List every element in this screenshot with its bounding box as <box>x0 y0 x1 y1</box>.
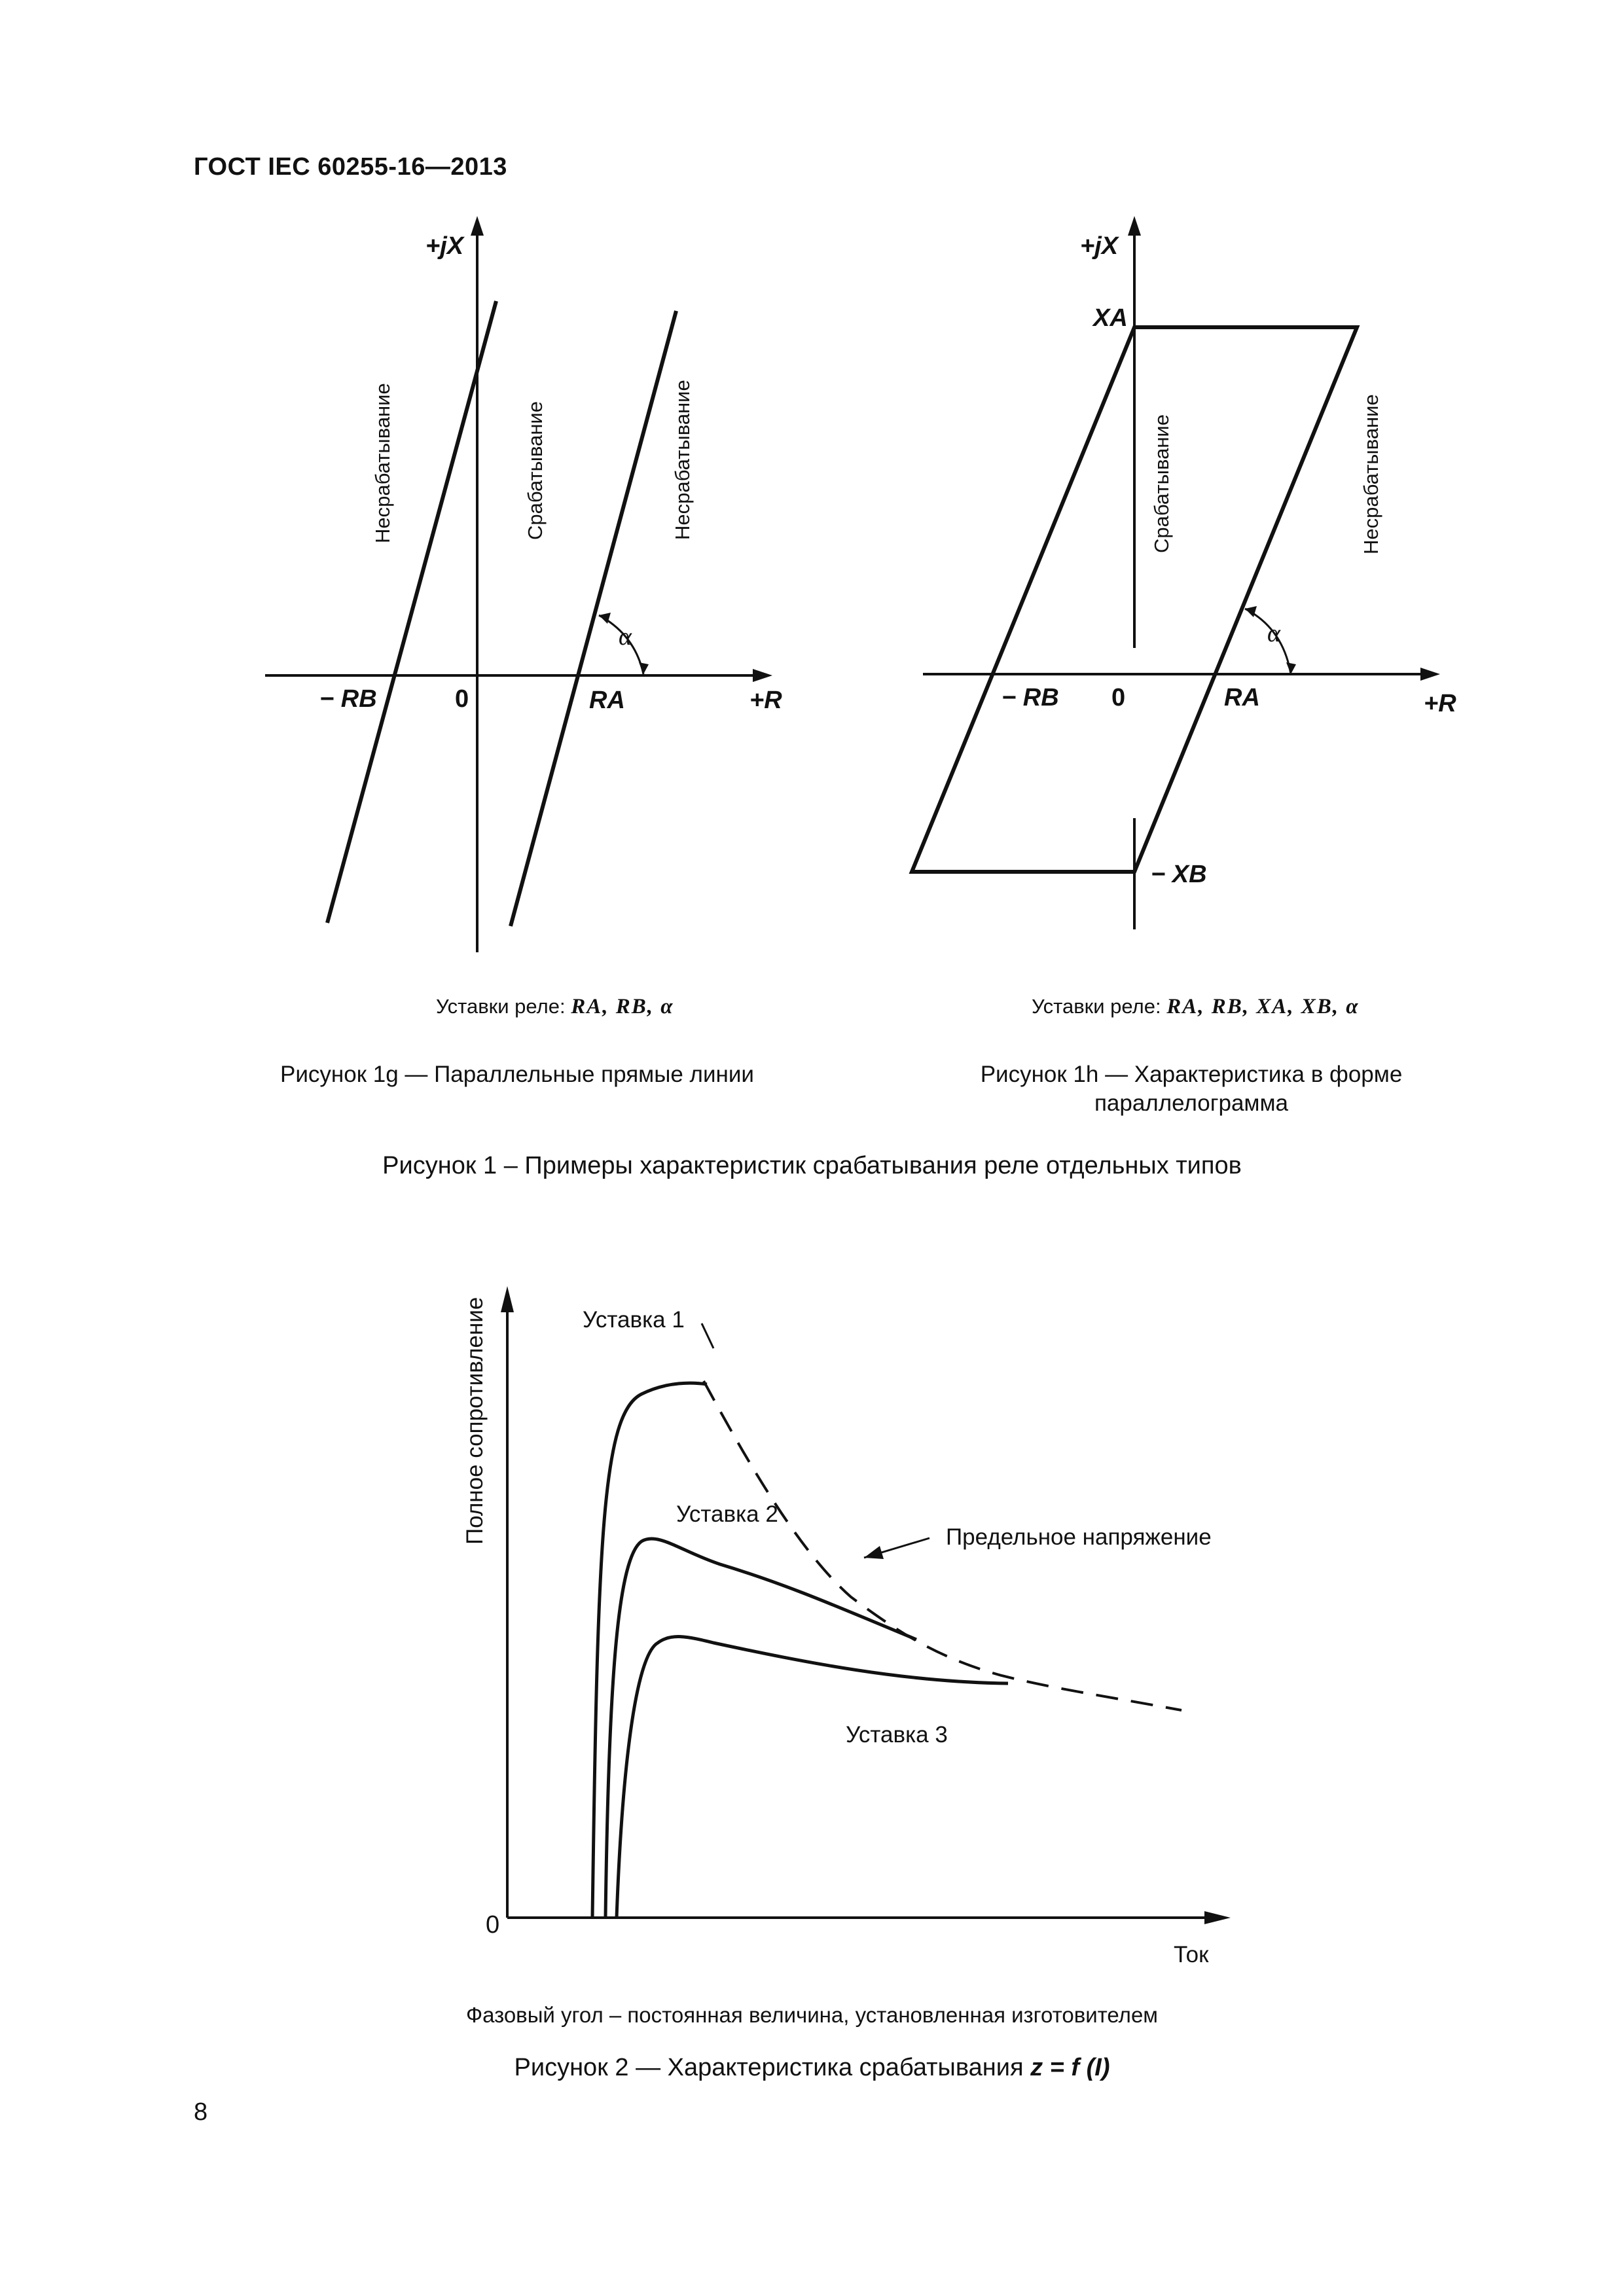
figure-2-caption <box>0 2054 1624 2082</box>
alpha-label: α <box>619 623 632 651</box>
zone-right-label: Несрабатывание <box>671 380 694 540</box>
line-left <box>327 301 496 923</box>
axis-y-label: +jX <box>425 232 464 260</box>
axis-x-label: +R <box>749 687 782 714</box>
fig1g-caption <box>249 1060 785 1089</box>
axis-y-label: +jX <box>1080 232 1119 260</box>
neg-rb-label: − RB <box>319 685 377 713</box>
neg-xb-label: − XB <box>1151 861 1207 888</box>
figure-2-diagram <box>445 1276 1270 1970</box>
fig1h-caption-line1: Рисунок 1h — Характеристика в форме <box>980 1062 1403 1087</box>
ra-label: RA <box>1224 684 1260 711</box>
figure-1h-diagram <box>903 216 1479 975</box>
figure-2-caption-prefix: Рисунок 2 — Характеристика срабатывания <box>514 2054 1031 2081</box>
alpha-label: α <box>1267 620 1280 647</box>
figure-1g-diagram <box>249 216 825 975</box>
fig1h-caption-line2: параллелограмма <box>1094 1090 1289 1116</box>
y-axis-arrow <box>501 1286 514 1312</box>
fig1g-settings-values: RA, RB, α <box>571 995 674 1018</box>
fig1g-caption-text: Рисунок 1g — Параллельные прямые линии <box>280 1062 754 1087</box>
figure-2-caption-formula: z = f (I) <box>1030 2054 1110 2081</box>
xlabel: Ток <box>1174 1942 1209 1967</box>
curve-3-label: Уставка 3 <box>846 1722 948 1748</box>
setting-1-leader <box>702 1323 713 1348</box>
ylabel: Полное сопротивление <box>462 1297 488 1545</box>
origin-label: 0 <box>455 685 469 713</box>
curve-2-label: Уставка 2 <box>676 1501 778 1527</box>
alpha-arrow-bottom <box>639 662 649 674</box>
xa-label: XA <box>1093 304 1128 332</box>
document-header: ГОСТ IEC 60255-16—2013 <box>194 153 507 181</box>
alpha-arrow-bottom <box>1286 662 1296 674</box>
x-axis-arrow <box>753 669 772 682</box>
curve-setting-3 <box>617 1637 1008 1918</box>
limit-leader-arrow <box>864 1546 884 1559</box>
zone-outside-label: Несрабатывание <box>1360 394 1382 554</box>
x-axis-arrow <box>1420 668 1440 681</box>
ra-label: RA <box>589 687 625 714</box>
origin-label: 0 <box>486 1911 500 1939</box>
fig1g-settings-label: Уставки реле: <box>436 995 566 1018</box>
figure-2-note: Фазовый угол – постоянная величина, установленная изготовителем <box>466 2003 1158 2027</box>
limit-label: Предельное напряжение <box>946 1524 1212 1550</box>
zone-left-label: Несрабатывание <box>371 383 394 543</box>
x-axis-arrow <box>1204 1911 1231 1924</box>
zone-inside-label: Срабатывание <box>1150 414 1173 553</box>
fig1h-settings-values: RA, RB, XA, XB, α <box>1166 995 1360 1018</box>
page-number: 8 <box>194 2098 208 2126</box>
fig1h-settings <box>1032 995 1360 1019</box>
figure-1-caption: Рисунок 1 – Примеры характеристик срабатывания реле отдельных типов <box>382 1152 1242 1179</box>
y-axis-arrow <box>1128 216 1141 236</box>
fig1h-caption <box>910 1060 1473 1118</box>
zone-mid-label: Срабатывание <box>524 401 547 540</box>
y-axis-arrow <box>471 216 484 236</box>
axis-x-label: +R <box>1424 690 1456 717</box>
neg-rb-label: − RB <box>1001 684 1059 711</box>
fig1g-settings <box>436 995 674 1019</box>
curve-1-label: Уставка 1 <box>583 1307 685 1333</box>
fig1h-settings-label: Уставки реле: <box>1032 995 1161 1018</box>
origin-label: 0 <box>1111 684 1126 711</box>
